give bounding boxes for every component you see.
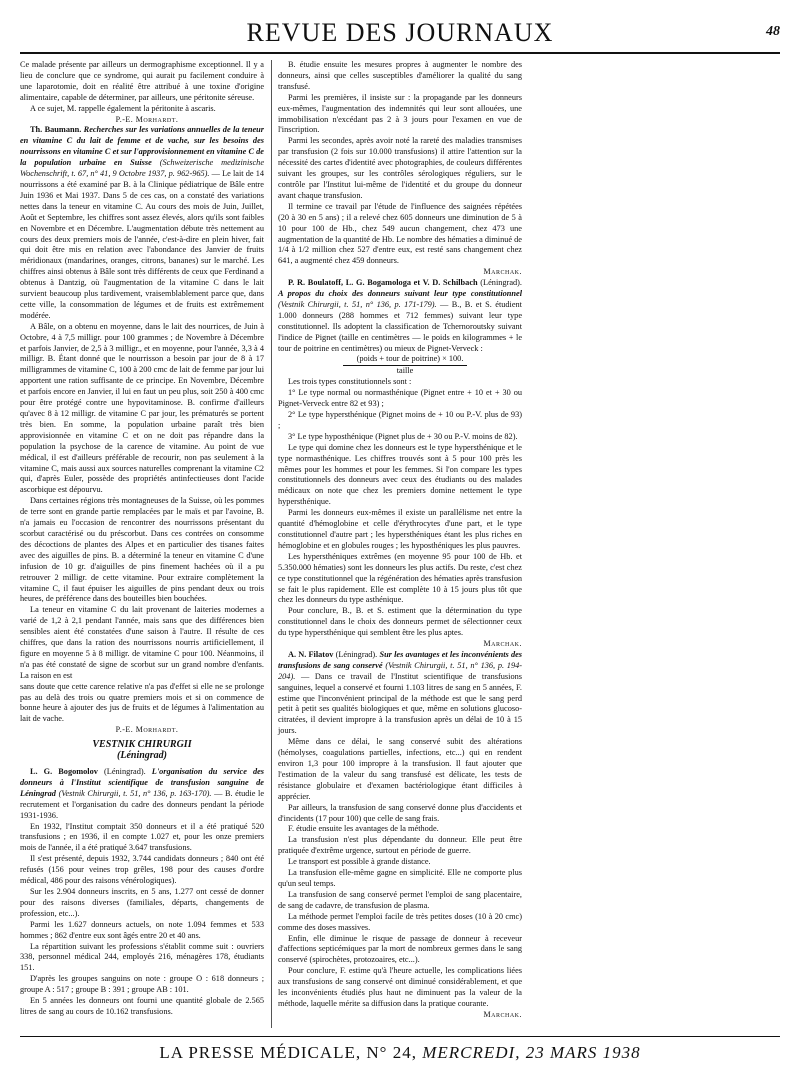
- paragraph: La teneur en vitamine C du lait provenant de laiteries modernes a varié de 1,2 à 2,1 pendant l'année, mais sans que des différences bien sensibles aient été constatées d'une saison à l'autre. Il résulte de ces chiffres, que dans la ration des nourrissons nourris artificiellement, il figure en moyenne 5 à 8 milligr. de vitamine C pour 100. Néanmoins, il n'a pas été constaté de signe de scorbut sur un grand nombre d'enfants. La raison en est: [20, 605, 264, 680]
- paragraph: Il termine ce travail par l'étude de l'influence des saignées répétées (20 à 30 en 5 ans) ; il a relevé chez 605 donneurs une diminution de 5 à 10 pour 100 de Hb., chez 549 aucun changement, chez 473 une augmentation de la quantité de Hb. Le nombre des hématies a diminué de 1/4 à 1/2 million chez 527 d'entre eux, est resté sans changement chez 641, a augmenté chez 459 donneurs.: [278, 201, 522, 266]
- paragraph: Par ailleurs, la transfusion de sang conservé donne plus d'accidents et d'incidents (17 pour 100) que celle de sang frais.: [278, 802, 522, 823]
- paragraph: B. étudie ensuite les mesures propres à augmenter le nombre des donneurs, ainsi que celles susceptibles d'améliorer la qualité du sang transfusé.: [278, 60, 522, 91]
- article-title: Sur les avantages et les inconvénients des transfusions de sang conservé: [278, 649, 523, 670]
- paragraph: Le transport est possible à grande distance.: [288, 857, 431, 867]
- article-source: (Schweizerische medizinische Wochenschrift, t. 67, n° 41, 9 Octobre 1937, p. 962-965).: [20, 158, 264, 179]
- paragraph: A Bâle, on a obtenu en moyenne, dans le lait des nourrices, de Juin à Octobre, 4 à 7,5 milligr. pour 100 grammes ; de Novembre à Décembre et parfois Janvier, de 2,5 à 3 milligr., et en moyenne, pour l'année, 3,3 à 4 milligr. B. Étant donné que le nourrisson a besoin par jour de 8 à 17 milligrammes de vitamine C, 100 à 200 cmc de lait de femme par jour lui apportent une ration suffisante de ce principe. En Novembre, Décembre et parfois encore en Janvier, il lui en faut un peu plus, soit 250 à 400 cmc pour être protégé contre une hypovitaminose. B. confirme d'ailleurs qu'avec 8 à 12 milligr. de vitamine C par jour, les prématurés se portent très bien. En somme, la population urbaine paraît très bien approvisionnée en vitamine C et on ne doit pas répandre dans la population la psychose de la carence de vitamine. Au point de vue médical, il est d'ailleurs préférable de recourir, non pas seulement à la vitamine C, mais aussi aux sources naturelles comprenant la vitamine C2 qui, d'après Euler, possède des propriétés antinfectieuses dont l'acide ascorbique est dépourvu.: [20, 321, 265, 495]
- article-heading: [20, 767, 264, 822]
- issue-date: MERCREDI, 23 MARS 1938: [422, 1043, 641, 1062]
- paragraph: sans doute que cette carence relative n'a pas d'effet si elle ne se prolonge pas au delà des trois ou quatre premiers mois et si on commence de bonne heure à ajouter des jus de fruits et de légumes à l'alimentation au lait de vache.: [20, 681, 264, 724]
- paragraph: La méthode permet l'emploi facile de très petites doses (10 à 20 cmc) comme des doses massives.: [278, 911, 522, 932]
- article-location: (Léningrad).: [480, 278, 522, 288]
- paragraph: En 5 années les donneurs ont fourni une quantité globale de 2.565 litres de sang au cours de 10.162 transfusions.: [20, 996, 264, 1016]
- paragraph: Pour conclure, B., B. et S. estiment que la détermination du type constitutionnel dans le choix des donneurs permet de sélectionner ceux du type hypersthénique qui semblent être les plus aptes.: [278, 606, 522, 638]
- list-item: 1° Le type normal ou normasthénique (Pignet entre + 10 et + 30 ou Pignet-Verveck entre 82 et 93) ;: [278, 388, 522, 409]
- article-location: (Léningrad).: [335, 649, 378, 659]
- paragraph: Parmi les secondes, après avoir noté la rareté des maladies transmises par transfusion (2 fois sur 10.000 transfusions) il attire l'attention sur la nécessité des cartes d'identité avec photographies, de couleurs différentes suivant les groupes, sur les contrôles sérologiques réguliers, sur le contrôle par l'Institut lui-même de l'identité et du groupe du donneur avant chaque transfusion.: [278, 136, 522, 200]
- formula-denominator: taille: [396, 366, 414, 376]
- paragraph: Parmi les donneurs eux-mêmes il existe un parallélisme net entre la quantité d'hémoglobine et celle d'érythrocytes d'une part, et le type constitutionnel d'autre part ; les hypersthéniques étant les plus riches en hémoglobine et en globules rouges ; les hyposthéniques les plus pauvres.: [278, 508, 522, 550]
- list-item: 3° Le type hyposthénique (Pignet plus de + 30 ou P.-V. moins de 82).: [288, 431, 518, 441]
- formula-numerator-text: (poids + tour de poitrine) × 100.: [343, 354, 468, 366]
- paragraph: Les hypersthéniques extrêmes (en moyenne 95 pour 100 de Hb. et 5.350.000 hématies) sont les donneurs les plus actifs. Du reste, c'est chez ce type constitutionnel que la régénération des hématies après transfusion se fait le plus rapidement. Elle est complète 10 à 15 jours plus tôt que chez les donneurs du type asthénique.: [278, 551, 522, 605]
- paragraph: Les trois types constitutionnels sont :: [288, 377, 412, 387]
- article-source: (Vestnik Chirurgii, t. 51, n° 136, p. 171-179).: [278, 299, 437, 309]
- paragraph: La transfusion de sang conservé permet l'emploi de sang placentaire, de sang de cadavre, de transfusion de plasma.: [278, 889, 522, 910]
- signature: P.-E. Morhardt.: [115, 725, 179, 735]
- list-item: 2° Le type hypersthénique (Pignet moins de + 10 ou P.-V. plus de 93) ;: [278, 410, 522, 430]
- article-heading: [278, 650, 522, 737]
- footer-line: [20, 1043, 780, 1063]
- paragraph: Enfin, elle diminue le risque de passage de donneur à receveur d'affections septicémiques par la mort de nombreux germes dans le sang conservé (spirochètes, protozoaires, etc...).: [278, 933, 522, 965]
- paragraph: Sur les 2.904 donneurs inscrits, en 5 ans, 1.277 ont cessé de donner pour des raisons diverses (familiales, départs, changements de profession, etc...).: [20, 886, 264, 918]
- article-heading: [278, 278, 522, 354]
- paragraph: — B., B. et S. étudient 1.000 donneurs (288 hommes et 712 femmes) suivant leur type constitutionnel. Ils adoptent la classification de Tchernoroutsky suivant l'indice de Pignet (taille en centimètres — le poids en kilogrammes + le tour de poitrine en centimètres) ou mieux de Pignet-Verveck :: [278, 299, 522, 353]
- page-footer: [20, 1036, 780, 1067]
- article-title: Recherches sur les variations annuelles de la teneur en vitamine C du lait de femme et de vache, sur les besoins des nourrissons en vitamine C et sur l'approvisionnement en vitamine C de la population urbaine en Suisse: [20, 125, 264, 168]
- journal-name: LA PRESSE MÉDICALE, N° 24,: [159, 1043, 417, 1062]
- paragraph: A ce sujet, M. rappelle également la péritonite à ascaris.: [30, 103, 216, 113]
- page-header: [20, 10, 780, 54]
- paragraph: Il s'est présenté, depuis 1932, 3.744 candidats donneurs ; 840 ont été refusés (156 pour veines trop grêles, 198 pour des causes d'ordre médical, 486 pour des raisons vénérologiques).: [20, 854, 264, 886]
- article-heading: [20, 125, 264, 321]
- paragraph: F. étudie ensuite les avantages de la méthode.: [288, 824, 439, 834]
- article-author: A. N. Filatov: [288, 649, 334, 659]
- journal-section-subtitle: (Léningrad): [117, 750, 167, 762]
- paragraph: — B. étudie le recrutement et l'organisation du cadre des donneurs pendant la période 1931-1936.: [20, 788, 265, 820]
- signature: P.-E. Morhardt.: [115, 114, 179, 124]
- paragraph: Le type qui domine chez les donneurs est le type hypersthénique et le type normasthénique. Les chiffres trouvés sont à 5 pour 100 près les mêmes pour les hommes et pour les femmes. Si l'on compare les types constitutionnels des donneurs avec ceux des étudiants ou des malades médicaux on note que chez les premiers domine nettement le type hypersthénique.: [278, 442, 522, 507]
- formula-numerator: [278, 354, 522, 366]
- article-source: (Vestnik Chirurgii, t. 51, n° 136, p. 163-170).: [58, 788, 212, 798]
- article-author: P. R. Boulatoff, L. G. Bogamologa et V. D. Schilbach: [288, 278, 478, 288]
- paragraph: En 1932, l'Institut comptait 350 donneurs et il a été pratiqué 520 transfusions ; en 1936, il en compte 1.027 et, pour les onze premiers mois de l'année, il a été pratiqué 3.647 transfusions.: [20, 821, 264, 853]
- paragraph: La transfusion n'est plus dépendante du donneur. Elle peut être pratiquée d'extrême urgence, surtout en période de guerre.: [278, 835, 522, 856]
- paragraph: — Le lait de 14 nourrissons a été examiné par B. à la Clinique pédiatrique de Bâle entre Juin 1936 et Mai 1937. Dans 5 de ces cas, on a constaté des variations nettes dans la teneur en vitamine C. Au cours des mois de Juin, Juillet, Août et Septembre, les chiffres sont assez élevés, alors qu'ils sont faibles en Novembre et en Décembre. L'augmentation débute très nettement au cours des deux premiers mois de l'année, c'est-à-dire en plein hiver, fait qui doit être mis en relation avec l'abondance des Janvier de fruits méridionaux (mandarines, oranges, citrons, bananes) sur le marché. Les chiffres ainsi obtenus à Bâle sont très différents de ceux que Ferdinand a obtenus à Dantzig, où l'augmentation de la vitamine C dans le lait survient beaucoup plus tardivement, vraisemblablement parce que, dans cette ville, la consommation de légumes et de fruits est extrêmement modérée.: [20, 169, 265, 320]
- page-number: 48: [766, 24, 780, 39]
- article-location: (Léningrad).: [104, 767, 146, 776]
- signature: Marchak.: [483, 1009, 522, 1019]
- type-list: [278, 388, 522, 443]
- paragraph: Parmi les premières, il insiste sur : la propagande par les donneurs eux-mêmes, l'augmentation des indemnités qui leur sont allouées, une immobilisation n'excédant pas 2 à 3 jours pour l'examen en vue de l'inscription.: [278, 92, 522, 135]
- article-author: Th. Baumann.: [30, 125, 82, 135]
- paragraph: D'après les groupes sanguins on note : groupe O : 618 donneurs ; groupe A : 517 ; groupe B : 391 ; groupe AB : 101.: [20, 974, 264, 995]
- paragraph: La transfusion elle-même gagne en simplicité. Elle ne comporte plus qu'un seul temps.: [278, 868, 522, 888]
- page-title: REVUE DES JOURNAUX: [246, 18, 554, 47]
- journal-section-title: VESTNIK CHIRURGII: [92, 739, 192, 751]
- paragraph: — Dans ce travail de l'Institut scientifique de transfusions sanguines, lequel a conservé et fourni 1.103 litres de sang en 5 années, F. estime que l'inconvénient principal de la méthode est que le sang perd petit à petit ses qualités biologiques et que, même en solutions glucoso-citratées, il devient impropre à la transfusion après un délai de 10 à 15 jours.: [278, 671, 522, 736]
- article-source: (Vestnik Chirurgii, t. 51, n° 136, p. 194-204).: [278, 660, 523, 681]
- signature: Marchak.: [483, 267, 522, 277]
- article-title: L'organisation du service des donneurs à l'Institut scientifique de transfusion sanguine de Léningrad: [20, 767, 265, 798]
- paragraph: Parmi les 1.627 donneurs actuels, on note 1.094 femmes et 533 hommes ; 862 d'entre eux sont âgés entre 20 et 40 ans.: [20, 919, 264, 940]
- paragraph: Ce malade présente par ailleurs un dermographisme exceptionnel. Il y a lieu de conclure que ce syndrome, qui aurait pu facilement conduire à une laparotomie, doit en réalité être attribué à une toxine d'origine alimentaire, capable de déterminer, par ailleurs, une péritonite séreuse.: [20, 60, 264, 102]
- paragraph: Dans certaines régions très montagneuses de la Suisse, où les pommes de terre sont en grande partie remplacées par le maïs et par l'avoine, B. n'a jamais eu l'occasion de rencontrer des nourrissons présentant du scorbut caractérisé ou du préscorbut. Dans ces contrées on consomme des décoctions de plantes des Alpes et en particulier des tisanes faites avec des aiguilles de pins. B. a déterminé la teneur en vitamine C d'une infusion de 10 gr. d'aiguilles de pins finement hachées où il a pu retrouver 2 milligr. de cette vitamine. Pour extraire complètement la vitamine C, il faut épuiser les aiguilles de pins pendant deux ou trois heures, de préférence dans des bouteilles bien bouchées.: [20, 496, 264, 604]
- newspaper-page: [20, 10, 780, 1072]
- signature: Marchak.: [483, 639, 522, 649]
- paragraph: Même dans ce délai, le sang conservé subit des altérations (hémolyses, coagulations partielles, infections, etc...) qui en rendent environ 1,3 pour 100 impropre à la transfusion. Il faut ajouter que l'estimation de la valeur du sang transfusé est délicate, les tests de résistance globulaire et d'examen bactériologique étant difficiles à apprécier.: [278, 737, 522, 801]
- paragraph: La répartition suivant les professions s'établit comme suit : ouvriers 338, personnel médical 244, employés 216, ménagères 178, étudiants 151.: [20, 941, 264, 973]
- article-author: L. G. Bogomolov: [30, 767, 98, 776]
- article-columns: [20, 60, 780, 1028]
- article-title: A propos du choix des donneurs suivant leur type constitutionnel: [278, 289, 522, 299]
- paragraph: Pour conclure, F. estime qu'à l'heure actuelle, les complications liées aux transfusions de sang conservé ont diminué considérablement, et que les inconvénients étudiés plus haut ne diminuent pas la valeur de la méthode, laquelle mérite sa diffusion dans la pratique courante.: [278, 966, 522, 1008]
